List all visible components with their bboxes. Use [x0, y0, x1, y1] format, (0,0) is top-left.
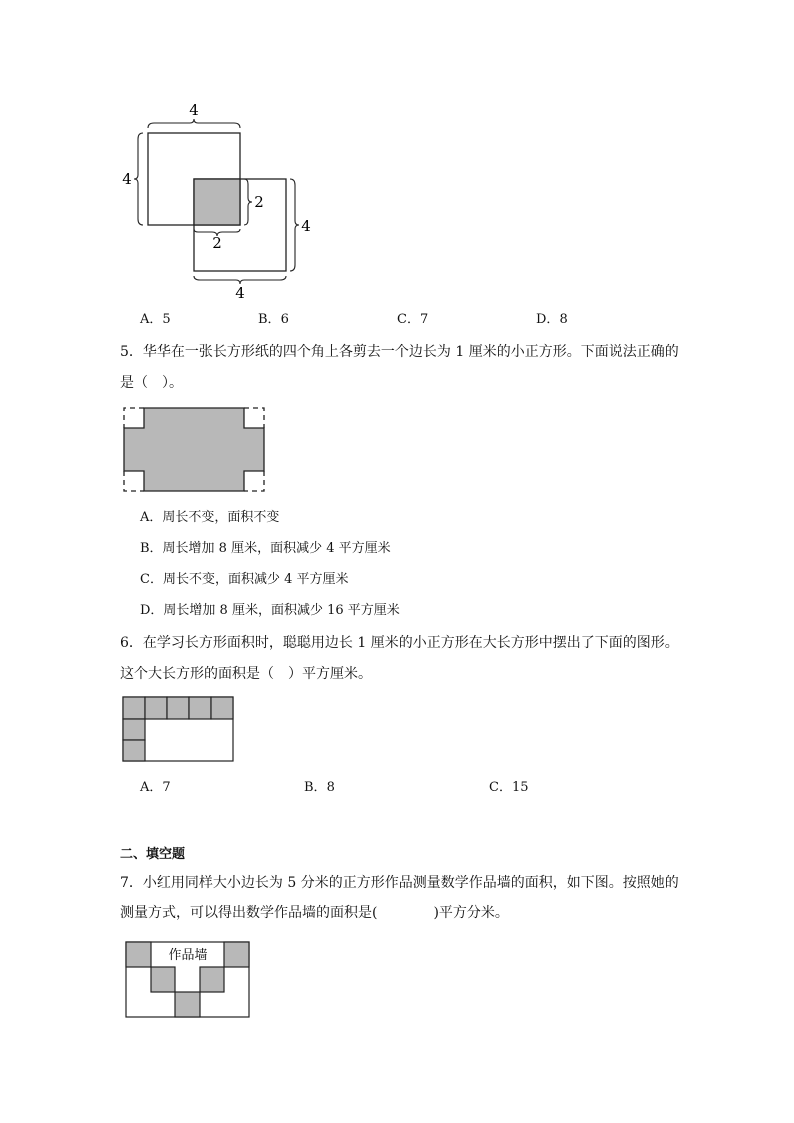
q6-option-b-letter: B．	[304, 780, 327, 795]
q4-overlap-square	[194, 179, 240, 225]
q4-right-brace	[290, 179, 299, 271]
section-header-fill-blank: 二、填空题	[120, 847, 186, 862]
q4-option-c-letter: C．	[397, 312, 420, 327]
q5-cut-corner-bottom-right	[244, 471, 264, 491]
q4-option-d-text: 8	[559, 312, 568, 327]
q6-unit-square	[211, 697, 233, 719]
q6-option-b-text: 8	[326, 780, 335, 795]
q4-option-c-text: 7	[419, 312, 429, 327]
q4-overlap-right-label: 2	[254, 193, 264, 211]
q5-option-a[interactable]: A．周长不变，面积不变	[140, 510, 280, 525]
q5-cut-corners-figure	[118, 402, 273, 497]
q4-left-label: 4	[122, 170, 132, 188]
q5-stem-line2: 是（ ）。	[120, 375, 183, 391]
q5-cut-corner-top-right	[244, 408, 264, 428]
q4-option-c[interactable]	[397, 310, 428, 330]
q6-option-c-text: 15	[511, 780, 529, 795]
q6-unit-square	[145, 697, 167, 719]
q7-wall-label: 作品墙	[168, 948, 208, 963]
q7-artwork-square	[200, 967, 224, 992]
q5-option-c[interactable]: C．周长不变，面积减少 4 平方厘米	[140, 572, 349, 587]
q4-option-d[interactable]	[536, 310, 568, 330]
q5-stem-line1: 5．华华在一张长方形纸的四个角上各剪去一个边长为 1 厘米的小正方形。下面说法正确的	[120, 344, 679, 360]
q4-option-a[interactable]	[140, 310, 171, 330]
q7-stem-line2: 测量方式，可以得出数学作品墙的面积是( )平方分米。	[120, 905, 509, 921]
q4-option-b-text: 6	[280, 312, 289, 327]
q6-option-a-letter: A．	[140, 780, 163, 795]
q7-stem-line1: 7．小红用同样大小边长为 5 分米的正方形作品测量数学作品墙的面积，如下图。按照她的	[120, 875, 679, 891]
q4-option-d-letter: D．	[536, 312, 560, 327]
q6-option-c[interactable]	[489, 778, 529, 798]
q4-option-b-letter: B．	[258, 312, 281, 327]
q7-artwork-square	[151, 967, 175, 992]
q7-artwork-square	[224, 942, 249, 967]
q6-stem-line1: 6．在学习长方形面积时，聪聪用边长 1 厘米的小正方形在大长方形中摆出了下面的图形。	[120, 635, 679, 651]
q4-left-brace	[134, 133, 143, 225]
q4-overlap-right-brace	[244, 179, 252, 225]
q6-option-c-letter: C．	[489, 780, 512, 795]
q6-unit-square	[123, 719, 145, 740]
q4-bottom-label: 4	[235, 284, 245, 302]
q7-wall-figure	[122, 939, 252, 1021]
q7-artwork-square	[175, 992, 200, 1017]
q4-option-a-letter: A．	[140, 312, 163, 327]
q5-remaining-shape	[124, 408, 264, 491]
q6-unit-square	[123, 740, 145, 761]
q4-bottom-brace	[194, 276, 286, 284]
q5-option-d[interactable]: D．周长增加 8 厘米，面积减少 16 平方厘米	[140, 603, 400, 618]
q7-artwork-square	[126, 942, 151, 967]
q4-right-label: 4	[301, 217, 311, 235]
q5-cut-corner-bottom-left	[124, 471, 144, 491]
q5-option-b[interactable]: B．周长增加 8 厘米，面积减少 4 平方厘米	[140, 541, 391, 556]
q6-stem-line2: 这个大长方形的面积是（ ）平方厘米。	[120, 666, 372, 682]
q4-top-label: 4	[189, 101, 199, 119]
q4-overlap-bottom-label: 2	[212, 234, 222, 252]
q6-rectangle-figure	[120, 695, 238, 767]
q4-top-brace	[148, 119, 240, 128]
q6-unit-square	[123, 697, 145, 719]
q6-option-b[interactable]	[304, 778, 335, 798]
q4-option-b[interactable]	[258, 310, 289, 330]
q6-unit-square	[167, 697, 189, 719]
q4-overlap-squares-figure	[110, 95, 330, 310]
q6-unit-square	[189, 697, 211, 719]
q4-option-a-text: 5	[162, 312, 171, 327]
q5-cut-corner-top-left	[124, 408, 144, 428]
q6-option-a-text: 7	[162, 780, 171, 795]
q6-option-a[interactable]	[140, 778, 171, 798]
